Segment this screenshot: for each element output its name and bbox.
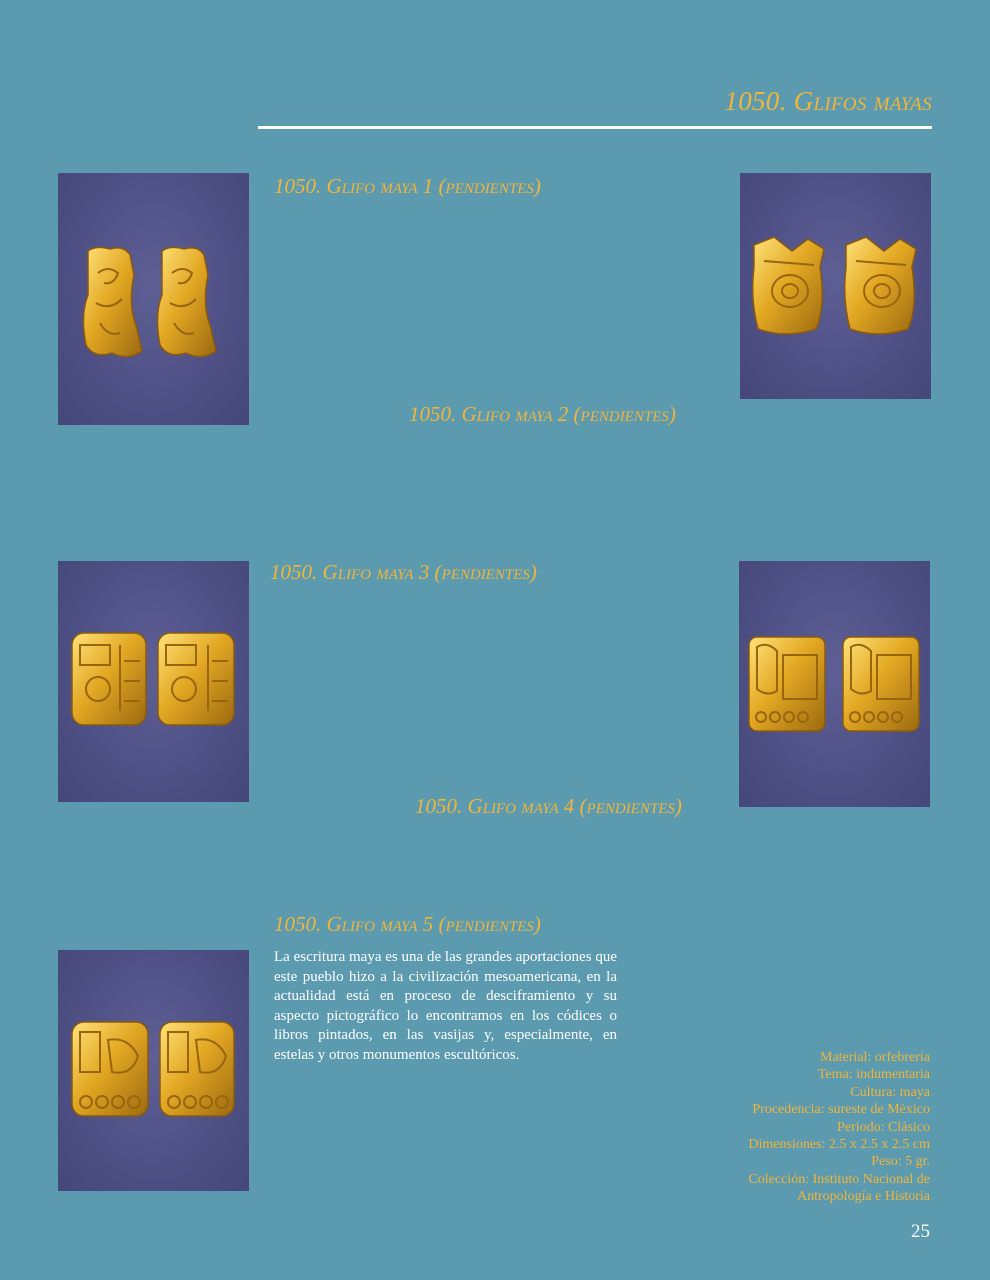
detail-dimensiones: Dimensiones: 2.5 x 2.5 x 2.5 cm — [748, 1137, 930, 1153]
technical-details — [748, 1049, 930, 1206]
detail-coleccion-cont: Antropología e Historia — [797, 1189, 930, 1205]
gold-glyph-earrings-4-icon — [739, 561, 930, 807]
description-text: La escritura maya es una de las grandes aportaciones que este pueblo hizo a la civilización mesoamericana, en la actualidad está en proceso de desciframiento y su aspecto pictográfico lo encontramos en los códices o libros pintados, en las vasijas y, especialmente, en estelas y otros monumentos escultóricos. — [274, 949, 617, 1063]
detail-periodo: Periodo: Clásico — [837, 1119, 930, 1135]
gold-glyph-earrings-5-icon — [58, 950, 249, 1191]
caption-glifo-5: 1050. Glifo maya 5 (pendientes) — [274, 912, 541, 936]
detail-peso: Peso: 5 gr. — [871, 1154, 930, 1170]
detail-coleccion: Colección: Instituto Nacional de — [748, 1171, 930, 1187]
photo-glifo-4 — [739, 561, 930, 807]
gold-glyph-earrings-1-icon — [58, 173, 249, 425]
detail-procedencia: Procedencia: sureste de México — [752, 1102, 930, 1118]
page-number: 25 — [911, 1221, 930, 1242]
photo-glifo-3 — [58, 561, 249, 802]
detail-cultura: Cultura: maya — [850, 1084, 930, 1100]
detail-tema: Tema: indumentaria — [817, 1067, 930, 1083]
caption-glifo-3: 1050. Glifo maya 3 (pendientes) — [270, 560, 537, 584]
caption-glifo-1: 1050. Glifo maya 1 (pendientes) — [274, 174, 541, 198]
photo-glifo-5 — [58, 950, 249, 1191]
photo-glifo-2 — [740, 173, 931, 399]
caption-glifo-2: 1050. Glifo maya 2 (pendientes) — [409, 402, 676, 426]
gold-glyph-earrings-3-icon — [58, 561, 249, 802]
photo-glifo-1 — [58, 173, 249, 425]
title-divider — [258, 126, 932, 129]
gold-glyph-earrings-2-icon — [740, 173, 931, 399]
caption-glifo-4: 1050. Glifo maya 4 (pendientes) — [415, 794, 682, 818]
page-title: 1050. Glifos mayas — [724, 86, 932, 116]
detail-material: Material: orfebrería — [820, 1050, 930, 1065]
